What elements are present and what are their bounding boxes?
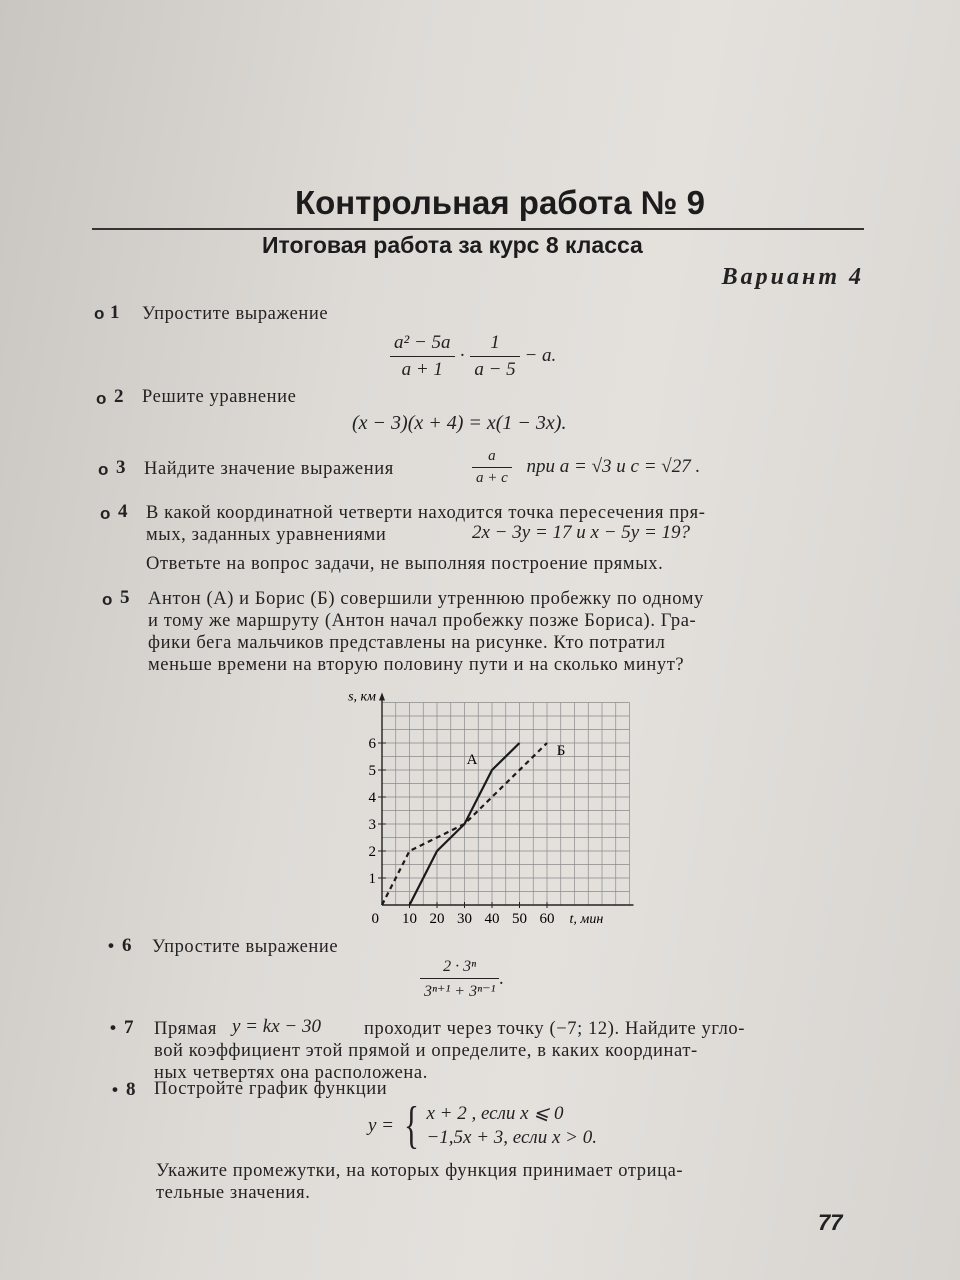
series-label: Б	[556, 743, 566, 759]
task-marker: o	[98, 460, 109, 479]
page-subtitle: Итоговая работа за курс 8 класса	[262, 232, 643, 258]
task-text-line: меньше времени на вторую половину пути и на сколько минут?	[148, 655, 685, 675]
y-tick-label: 3	[368, 817, 376, 833]
task-text: Упростите выражение	[152, 937, 339, 957]
x-axis-label: t, мин	[569, 912, 604, 925]
task-text-line: тельные значения.	[156, 1183, 311, 1203]
task-marker: o	[102, 590, 113, 609]
task-text-line: ных четвертях она расположена.	[154, 1063, 428, 1083]
y-axis-label: s, км	[348, 689, 376, 705]
formula-3: $\frac{a}{a + c}$ при a = √3 и c = √27 .	[472, 448, 700, 487]
page-number: 77	[818, 1210, 843, 1235]
task-text-line: фики бега мальчиков представлены на рисунке. Кто потратил	[148, 633, 666, 653]
task-number: 7	[124, 1017, 134, 1038]
task-text: Решите уравнение	[142, 387, 297, 407]
x-tick-label: 30	[457, 911, 472, 925]
task-number: 6	[122, 935, 132, 956]
task-number: 3	[116, 457, 126, 478]
formula-4: 2x − 3y = 17 и x − 5y = 19?	[472, 522, 691, 543]
task-text-line: Укажите промежутки, на которых функция принимает отрица-	[156, 1161, 684, 1181]
task-text-line: мых, заданных уравнениями	[146, 525, 387, 545]
formula-1: $\frac{\text{a² − 5a}}{a + 1}$ · $\frac{1}{a - 5}$ − a.	[390, 332, 556, 381]
y-tick-label: 5	[368, 763, 376, 779]
y-tick-label: 4	[368, 790, 376, 806]
variant-label: Вариант 4	[721, 264, 864, 290]
task-number: 2	[114, 386, 124, 407]
x-tick-label: 50	[512, 911, 527, 925]
task-marker: o	[96, 389, 107, 408]
task-text: Постройте график функции	[154, 1079, 388, 1099]
series-label: А	[466, 752, 478, 768]
formula-6: $\frac{\text{2 · 3ⁿ}}{\text{3ⁿ⁺¹ + 3ⁿ⁻¹}}$ .	[420, 958, 504, 1001]
task-marker: o	[100, 504, 111, 523]
task-number: 8	[126, 1079, 136, 1100]
x-tick-label: 20	[429, 911, 445, 925]
y-tick-label: 2	[368, 844, 376, 860]
x-tick-label: 60	[539, 911, 555, 925]
task-marker: •	[112, 1080, 118, 1099]
task-text: Упростите выражение	[142, 304, 329, 324]
task-text: Найдите значение выражения	[144, 459, 394, 479]
formula-2: (x − 3)(x + 4) = x(1 − 3x).	[352, 412, 567, 434]
distance-time-chart	[320, 680, 640, 925]
task-text-line: вой коэффициент этой прямой и определите, в каких координат-	[154, 1041, 698, 1061]
task-number: 4	[118, 501, 128, 522]
task-text-line: и тому же маршруту (Антон начал пробежку позже Бориса). Гра-	[148, 611, 697, 631]
task-text-line: Прямая	[154, 1019, 218, 1039]
task-text-line: В какой координатной четверти находится точка пересечения пря-	[146, 503, 706, 523]
x-tick-label: 40	[484, 911, 500, 925]
task-number: 5	[120, 587, 130, 608]
task-marker: o	[94, 304, 105, 323]
task-marker: •	[108, 936, 114, 955]
y-tick-label: 1	[368, 871, 376, 887]
task-text-line: проходит через точку (−7; 12). Найдите угло-	[364, 1019, 746, 1039]
page-title: Контрольная работа № 9	[294, 184, 706, 221]
x-tick-label: 0	[371, 911, 379, 925]
formula-8: y = { x + 2 , если x ⩽ 0 −1,5x + 3, если x > 0.	[368, 1097, 597, 1154]
x-tick-label: 10	[402, 911, 417, 925]
y-axis-arrow	[379, 693, 385, 701]
task-text-line: Ответьте на вопрос задачи, не выполняя построение прямых.	[146, 554, 664, 574]
task-text-line: Антон (А) и Борис (Б) совершили утреннюю пробежку по одному	[148, 589, 704, 609]
formula-7: y = kx − 30	[232, 1016, 321, 1037]
task-number: 1	[110, 302, 120, 323]
y-tick-label: 6	[368, 736, 376, 752]
task-marker: •	[110, 1018, 116, 1037]
title-rule	[92, 228, 864, 230]
